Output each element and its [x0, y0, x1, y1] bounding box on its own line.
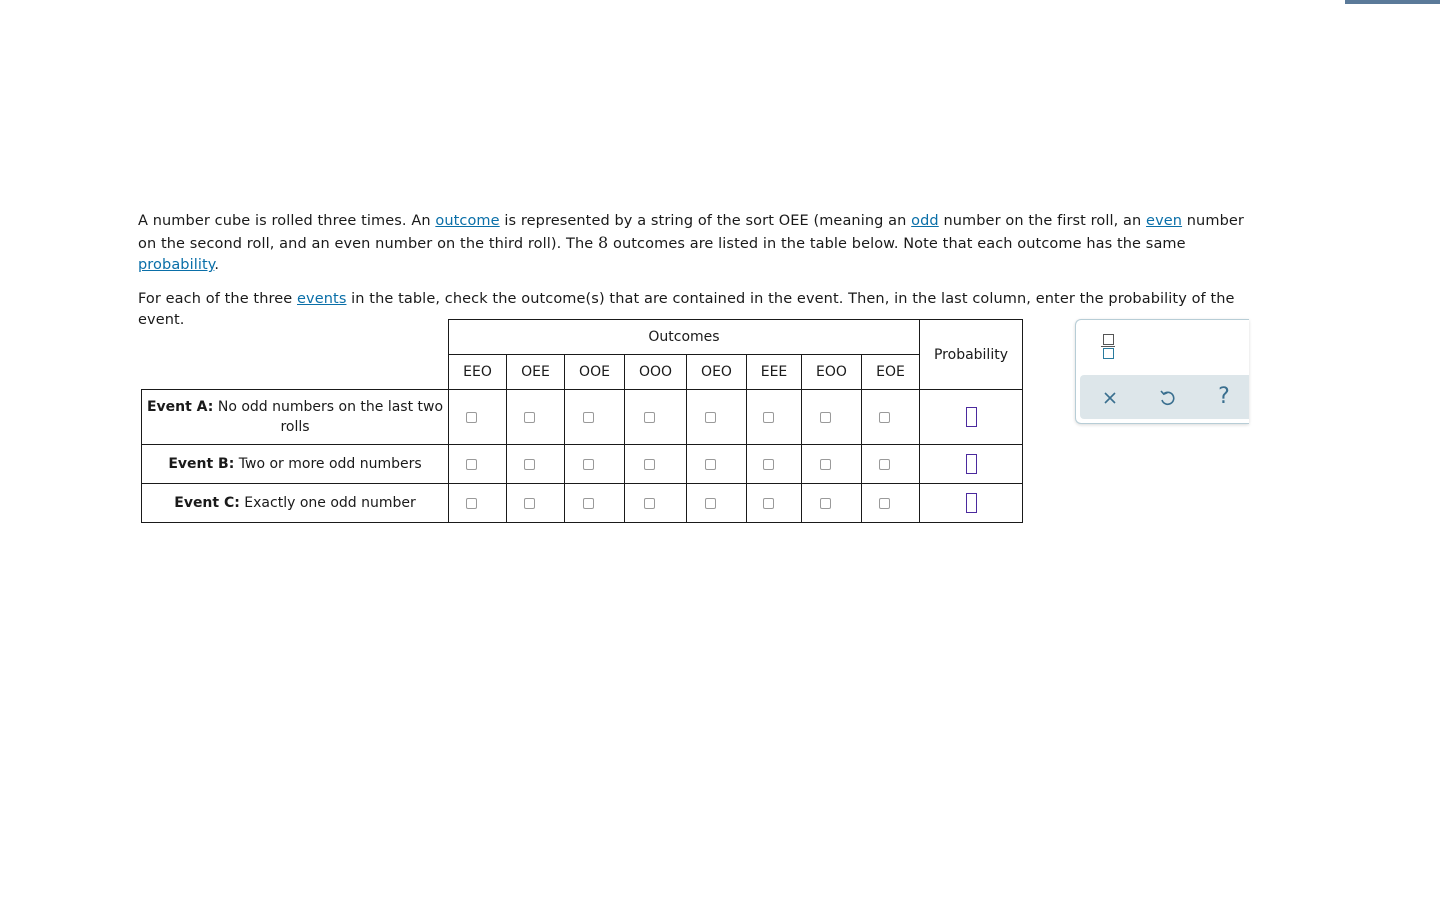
answer-tools-panel [1075, 319, 1249, 424]
checkbox-cell [625, 390, 687, 445]
outcome-checkbox[interactable] [466, 412, 477, 423]
event-a-row [142, 390, 1023, 445]
event-c-label [142, 484, 449, 523]
checkbox-cell [565, 390, 625, 445]
numerator-box [1103, 334, 1114, 345]
event-a-label [142, 390, 449, 445]
probability-cell [920, 484, 1023, 523]
events-link[interactable]: events [297, 291, 347, 307]
blank-corner [142, 320, 449, 390]
checkbox-cell [687, 445, 747, 484]
outcome-checkbox[interactable] [524, 412, 535, 423]
outcome-checkbox[interactable] [583, 412, 594, 423]
checkbox-cell [687, 390, 747, 445]
event-description: Two or more odd numbers [234, 456, 422, 472]
outcome-column-header: OEE [507, 355, 565, 390]
checkbox-cell [802, 445, 862, 484]
outcome-column-header: EEO [449, 355, 507, 390]
problem-text: is represented by a string of the sort OEE (meaning an [499, 213, 912, 229]
outcome-column-header: OOO [625, 355, 687, 390]
outcome-column-header: OEO [687, 355, 747, 390]
checkbox-cell [862, 445, 920, 484]
checkbox-cell [625, 484, 687, 523]
outcome-checkbox[interactable] [705, 498, 716, 509]
even-link[interactable]: even [1146, 213, 1183, 229]
denominator-box [1103, 348, 1114, 359]
close-icon[interactable] [1096, 383, 1124, 411]
event-description: Exactly one odd number [239, 495, 416, 511]
outcome-checkbox[interactable] [763, 498, 774, 509]
outcome-checkbox[interactable] [583, 498, 594, 509]
event-description: No odd numbers on the last two rolls [213, 399, 444, 435]
fraction-bar [1101, 346, 1115, 347]
outcome-checkbox[interactable] [763, 412, 774, 423]
top-accent-bar [1345, 0, 1440, 4]
odd-link[interactable]: odd [911, 213, 939, 229]
outcome-checkbox[interactable] [466, 498, 477, 509]
outcome-checkbox[interactable] [820, 498, 831, 509]
probability-cell [920, 445, 1023, 484]
outcome-link[interactable]: outcome [435, 213, 500, 229]
outcome-checkbox[interactable] [820, 459, 831, 470]
probability-header: Probability [920, 320, 1023, 390]
problem-text: number on the first roll, an [938, 213, 1147, 229]
checkbox-cell [565, 445, 625, 484]
checkbox-cell [747, 484, 802, 523]
fraction-icon[interactable] [1100, 332, 1116, 362]
outcome-checkbox[interactable] [583, 459, 594, 470]
probability-input-b[interactable] [966, 454, 977, 474]
outcome-checkbox[interactable] [644, 498, 655, 509]
outcome-column-header: EOO [802, 355, 862, 390]
checkbox-cell [449, 484, 507, 523]
checkbox-cell [747, 445, 802, 484]
outcomes-header: Outcomes [449, 320, 920, 355]
outcome-column-header: EEE [747, 355, 802, 390]
probability-cell [920, 390, 1023, 445]
outcome-checkbox[interactable] [524, 459, 535, 470]
checkbox-cell [747, 390, 802, 445]
outcome-checkbox[interactable] [879, 498, 890, 509]
problem-text: outcomes are listed in the table below. Note that each outcome has the same [608, 236, 1186, 252]
event-name: Event A: [146, 399, 214, 415]
problem-text: number on the second roll, and an even number on the third roll). The [138, 213, 1244, 252]
checkbox-cell [862, 484, 920, 523]
outcome-column-header: OOE [565, 355, 625, 390]
checkbox-cell [449, 445, 507, 484]
outcome-checkbox[interactable] [820, 412, 831, 423]
checkbox-cell [507, 445, 565, 484]
undo-icon[interactable] [1153, 383, 1181, 411]
probability-input-a[interactable] [966, 407, 977, 427]
help-button[interactable]: ? [1218, 384, 1230, 409]
problem-paragraph-1 [138, 211, 1250, 276]
problem-text: . [214, 257, 220, 273]
outcome-checkbox[interactable] [705, 459, 716, 470]
header-row-1 [142, 320, 1023, 355]
checkbox-cell [507, 390, 565, 445]
outcome-checkbox[interactable] [705, 412, 716, 423]
checkbox-cell [449, 390, 507, 445]
probability-input-c[interactable] [966, 493, 977, 513]
outcome-checkbox[interactable] [644, 459, 655, 470]
problem-text: in the table, check the outcome(s) that are contained in the event. Then, in the last column, enter the probability of the event. [138, 291, 1235, 328]
checkbox-cell [565, 484, 625, 523]
checkbox-cell [862, 390, 920, 445]
outcome-checkbox[interactable] [763, 459, 774, 470]
checkbox-cell [687, 484, 747, 523]
events-table [141, 319, 1023, 523]
checkbox-cell [802, 484, 862, 523]
problem-text: For each of the three [138, 291, 298, 307]
problem-text: A number cube is rolled three times. An [138, 213, 436, 229]
outcome-checkbox[interactable] [879, 412, 890, 423]
outcome-checkbox[interactable] [466, 459, 477, 470]
outcome-checkbox[interactable] [524, 498, 535, 509]
event-name: Event C: [174, 495, 240, 511]
probability-link[interactable]: probability [138, 257, 215, 273]
event-b-label [142, 445, 449, 484]
outcome-column-header: EOE [862, 355, 920, 390]
event-name: Event B: [168, 456, 235, 472]
outcome-count: 8 [598, 233, 609, 252]
problem-statement [138, 211, 1250, 331]
event-c-row [142, 484, 1023, 523]
outcome-checkbox[interactable] [879, 459, 890, 470]
tool-button-row [1080, 375, 1249, 419]
outcome-checkbox[interactable] [644, 412, 655, 423]
checkbox-cell [625, 445, 687, 484]
event-b-row [142, 445, 1023, 484]
checkbox-cell [507, 484, 565, 523]
checkbox-cell [802, 390, 862, 445]
